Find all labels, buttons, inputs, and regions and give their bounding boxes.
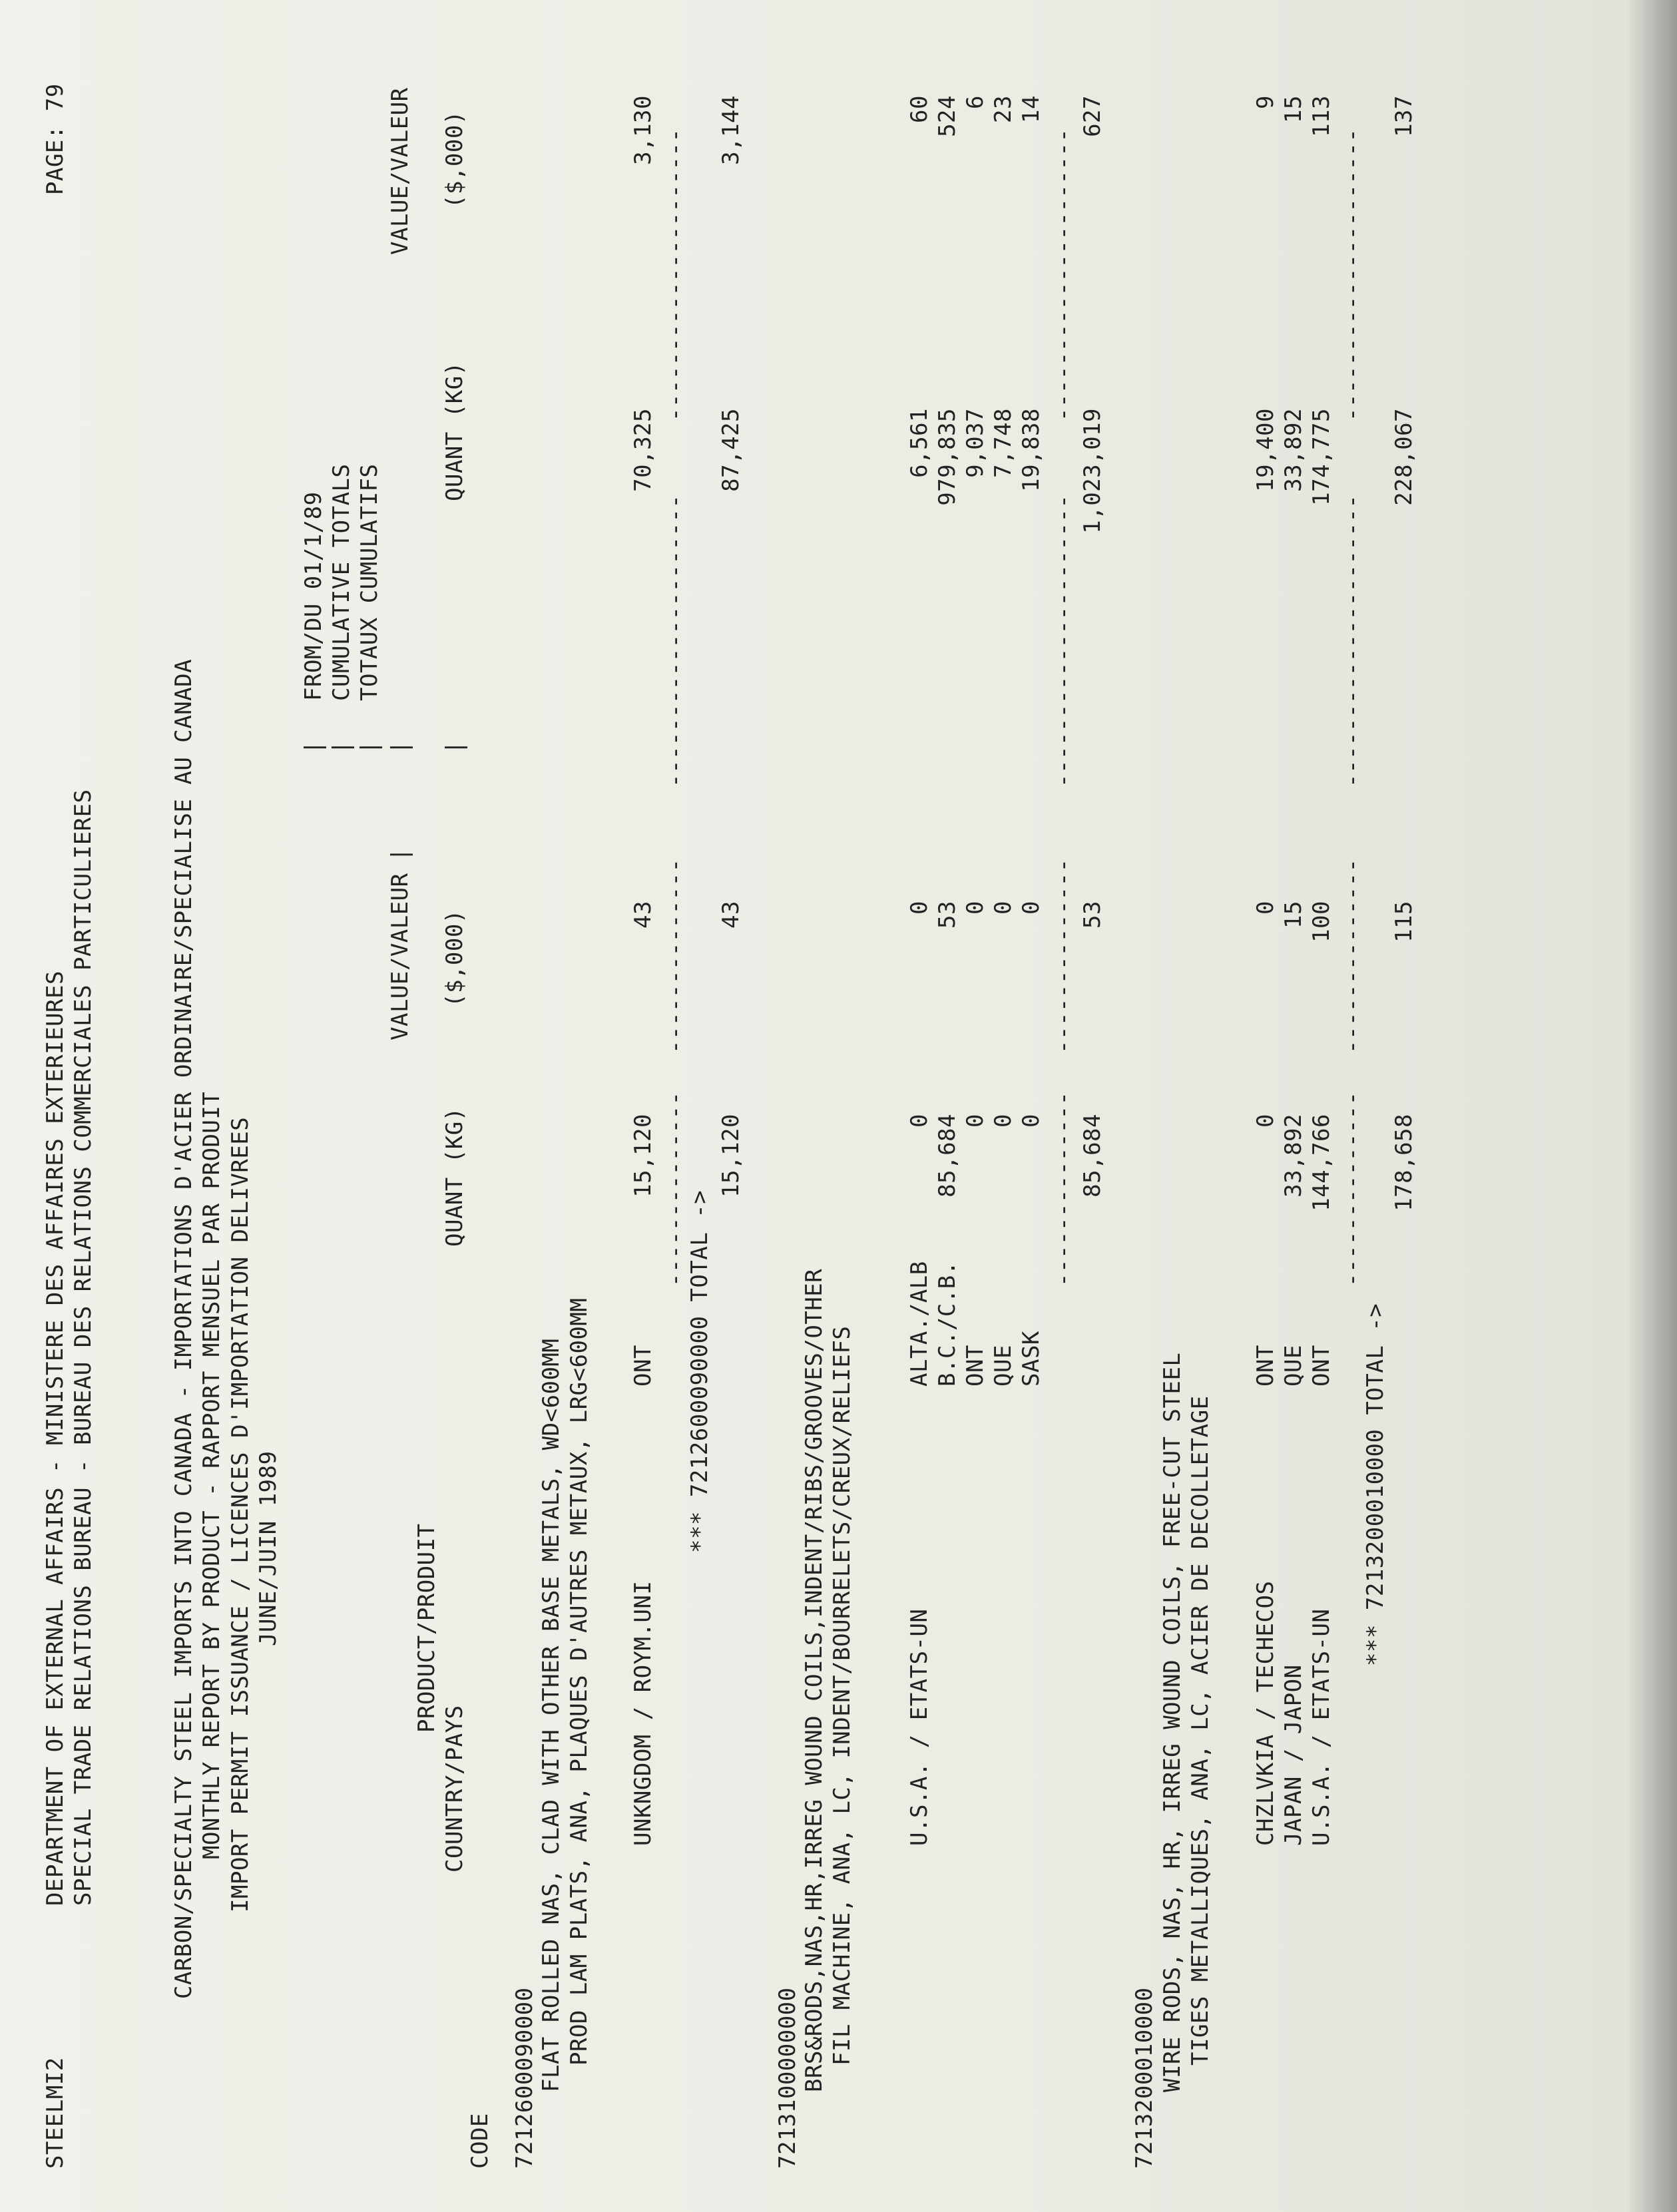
separator: -------------- [662, 858, 688, 1054]
row-country: U.S.A. / ETATS-UN [906, 1608, 933, 1846]
section-desc-en: BRS&RODS,NAS,HR,IRREG WOUND COILS,INDENT/RIBS/GROOVES/OTHER [801, 1268, 828, 2092]
row-province: ONT [1308, 1345, 1335, 1387]
row-cum-quant: 19,400 [1252, 408, 1279, 492]
row-cum-value: 23 [990, 95, 1017, 123]
from-date: FROM/DU 01/1/89 [300, 491, 327, 701]
row-value: 100 [1308, 901, 1335, 943]
report-title-3: IMPORT PERMIT ISSUANCE / LICENCES D'IMPORTATION DELIVREES [227, 1116, 254, 1912]
row-cum-value: 60 [906, 95, 933, 123]
separator: -------------- [1050, 858, 1077, 1054]
total-quant: 178,658 [1391, 1114, 1417, 1212]
dept-line-1: DEPARTMENT OF EXTERNAL AFFAIRS - MINISTERE DES AFFAIRES EXTERIEURES [42, 971, 69, 1906]
row-province: ALTA./ALB [906, 1261, 933, 1387]
quant-header: QUANT (KG) [441, 1107, 468, 1247]
separator: --------------------- [1339, 128, 1365, 421]
total-value: 115 [1391, 901, 1417, 943]
row-country: JAPAN / JAPON [1280, 1664, 1307, 1846]
cum-value-unit-header: ($,000) [441, 111, 468, 208]
total-cum-quant: 228,067 [1391, 408, 1417, 506]
row-quant: 144,766 [1308, 1114, 1335, 1212]
row-province: ONT [1252, 1345, 1279, 1387]
row-cum-quant: 979,835 [934, 408, 961, 506]
row-cum-quant: 9,037 [962, 408, 989, 478]
total-quant: 15,120 [718, 1114, 744, 1198]
row-quant: 0 [906, 1114, 933, 1128]
separator: -------------- [1339, 1091, 1365, 1287]
row-value: 0 [990, 901, 1017, 915]
row-cum-value: 15 [1280, 95, 1307, 123]
total-cum-quant: 87,425 [718, 408, 744, 492]
section-desc-fr: FIL MACHINE, ANA, LC, INDENT/BOURRELETS/CREUX/RELIEFS [829, 1325, 855, 2066]
cumulative-totals-fr: TOTAUX CUMULATIFS [356, 463, 383, 701]
row-cum-value: 524 [934, 95, 961, 137]
row-country: CHZLVKIA / TECHECOS [1252, 1580, 1279, 1846]
row-cum-quant: 19,838 [1018, 408, 1045, 492]
separator: --------------------- [1050, 128, 1077, 421]
row-cum-value: 9 [1252, 95, 1279, 109]
total-value: 53 [1079, 901, 1106, 929]
section-desc-fr: PROD LAM PLATS, ANA, PLAQUES D'AUTRES METAUX, LRG<600MM [566, 1297, 593, 2066]
value-header: VALUE/VALEUR [387, 873, 413, 1040]
row-value: 0 [1018, 901, 1045, 915]
row-province: QUE [990, 1345, 1017, 1387]
page-number: PAGE: 79 [42, 83, 69, 195]
total-cum-value: 627 [1079, 95, 1106, 137]
cum-quant-header: QUANT (KG) [441, 361, 468, 501]
row-value: 53 [934, 901, 961, 929]
value-unit-header: ($,000) [441, 909, 468, 1007]
section-code: 7213200010000 [1131, 1987, 1158, 2169]
row-cum-value: 14 [1018, 95, 1045, 123]
row-cum-quant: 70,325 [630, 408, 656, 492]
product-header: PRODUCT/PRODUIT [413, 1523, 440, 1733]
row-province: QUE [1280, 1345, 1307, 1387]
row-cum-value: 113 [1308, 95, 1335, 137]
country-header: COUNTRY/PAYS [441, 1705, 468, 1873]
cumul-bar-2: | [328, 740, 355, 754]
cumulative-totals-en: CUMULATIVE TOTALS [328, 463, 355, 701]
row-value: 43 [630, 901, 656, 929]
row-quant: 0 [962, 1114, 989, 1128]
cumul-bar-3: | [356, 740, 383, 754]
row-quant: 33,892 [1280, 1114, 1307, 1198]
cumul-bar-1: | [300, 740, 327, 754]
section-code: 7213100000000 [774, 1987, 801, 2169]
row-province: ONT [962, 1345, 989, 1387]
row-value: 15 [1280, 901, 1307, 929]
row-quant: 85,684 [934, 1114, 961, 1198]
separator: --------------------- [662, 128, 688, 421]
row-value: 0 [1252, 901, 1279, 915]
section-desc-fr: TIGES METALLIQUES, ANA, LC, ACIER DE DECOLLETAGE [1187, 1395, 1214, 2066]
total-quant: 85,684 [1079, 1114, 1106, 1198]
report-sheet: STEELMI2 DEPARTMENT OF EXTERNAL AFFAIRS - MINISTERE DES AFFAIRES EXTERIEURES SPECIAL TRADE RELATIONS BUREAU - BUREAU DES RELATIONS COMMERCIALES PARTICULIERES PAGE: 79 CARBON/SPECIALTY STEEL IMPORTS INTO CANADA - IMPORTATIONS D'ACIER ORDINAIRE/SPECIALISE AU CANADA MONTHLY REPORT BY PRODUCT - RAPPORT MENSUEL PAR PRODUIT IMPORT PERMIT ISSUANCE / LICENCES D'IMPORTATION DELIVREES JUNE/JUIN 1989 | | | FROM/DU 01/1/89 CUMULATIVE TOTALS TOTAUX CUMULATIFS VALUE/VALEUR | | VALUE/VALEUR PRODUCT/PRODUIT COUNTRY/PAYS QUANT (KG) ($,000) | QUANT (KG) ($,000) CODE 7212600090000 FLAT ROLLED NAS, CLAD WITH OTHER BASE METALS, WD<600MM PROD LAM PLATS, ANA, PLAQUES D'AUTRES METAUX, LRG<600MM UNKNGDOM / ROYM.UNI ONT 15,120 43 70,325 3,130 -------------- -------------- --------------------- --------------------- *** 7212600090000 TOTAL -> 15,120 43 87,425 3,144 7213100000000 BRS&RODS,NAS,HR,IRREG WOUND COILS,INDENT/RIBS/GROOVES/OTHER FIL MACHINE, ANA, LC, INDENT/BOURRELETS/CREUX/RELIEFS U.S.A. / ETATS-UN ALTA./ALB 0 0 6,561 60 B.C./C.B. 85,684 53 979,835 524 ONT 0 0 9,037 6 QUE 0 0 7,748 23 SASK 0 0 19,838 14 -------------- -------------- --------------------- --------------------- 85,684 53 1,023,019 627 7213200010000 WIRE RODS, NAS, HR, IRREG WOUND COILS, FREE-CUT STEEL TIGES METALLIQUES, ANA, LC, ACIER DE DECOLLETAGE CHZLVKIA / TECHECOS ONT 0 0 19,400 9 JAPAN / JAPON QUE 33,892 15 33,892 15 U.S.A. / ETATS-UN ONT 144,766 100 174,775 113 -------------- -------------- --------------------- --------------------- *** 7213200010000 TOTAL -> 178,658 115 228,067 137 [42, 83, 1417, 2169]
row-country: U.S.A. / ETATS-UN [1308, 1608, 1335, 1846]
total-value: 43 [718, 901, 744, 929]
row-quant: 15,120 [630, 1114, 656, 1198]
section-desc-en: WIRE RODS, NAS, HR, IRREG WOUND COILS, FREE-CUT STEEL [1159, 1352, 1186, 2092]
separator: -------------- [1050, 1091, 1077, 1287]
total-label: *** 7212600090000 TOTAL -> [686, 1190, 713, 1553]
row-quant: 0 [1018, 1114, 1045, 1128]
report-id: STEELMI2 [42, 2057, 69, 2169]
cum-value-header: VALUE/VALEUR [387, 87, 413, 255]
dept-line-2: SPECIAL TRADE RELATIONS BUREAU - BUREAU DES RELATIONS COMMERCIALES PARTICULIERES [70, 789, 97, 1906]
row-cum-value: 3,130 [630, 95, 656, 165]
total-label: *** 7213200010000 TOTAL -> [1362, 1303, 1389, 1666]
row-quant: 0 [990, 1114, 1017, 1128]
report-period: JUNE/JUIN 1989 [255, 1450, 282, 1646]
section-code: 7212600090000 [511, 1987, 538, 2169]
total-cum-value: 137 [1391, 95, 1417, 137]
section-desc-en: FLAT ROLLED NAS, CLAD WITH OTHER BASE METALS, WD<600MM [538, 1338, 565, 2092]
separator: --------------------- [1339, 494, 1365, 787]
row-quant: 0 [1252, 1114, 1279, 1128]
total-cum-quant: 1,023,019 [1079, 408, 1106, 534]
separator: --------------------- [662, 494, 688, 787]
row-province: ONT [630, 1345, 656, 1387]
row-province: SASK [1018, 1331, 1045, 1387]
row-province: B.C./C.B. [934, 1261, 961, 1387]
total-cum-value: 3,144 [718, 95, 744, 165]
row-cum-quant: 7,748 [990, 408, 1017, 478]
separator: -------------- [1339, 858, 1365, 1054]
row-cum-value: 6 [962, 95, 989, 109]
report-title-1: CARBON/SPECIALTY STEEL IMPORTS INTO CANADA - IMPORTATIONS D'ACIER ORDINAIRE/SPECIALISE AU CANADA [170, 658, 197, 1999]
report-title-2: MONTHLY REPORT BY PRODUCT - RAPPORT MENSUEL PAR PRODUIT [198, 1091, 225, 1859]
code-header: CODE [467, 2113, 493, 2169]
row-country: UNKNGDOM / ROYM.UNI [630, 1580, 656, 1846]
row-cum-quant: 33,892 [1280, 408, 1307, 492]
row-cum-quant: 6,561 [906, 408, 933, 478]
row-value: 0 [962, 901, 989, 915]
row-cum-quant: 174,775 [1308, 408, 1335, 506]
row-value: 0 [906, 901, 933, 915]
separator: --------------------- [1050, 494, 1077, 787]
separator: -------------- [662, 1091, 688, 1287]
